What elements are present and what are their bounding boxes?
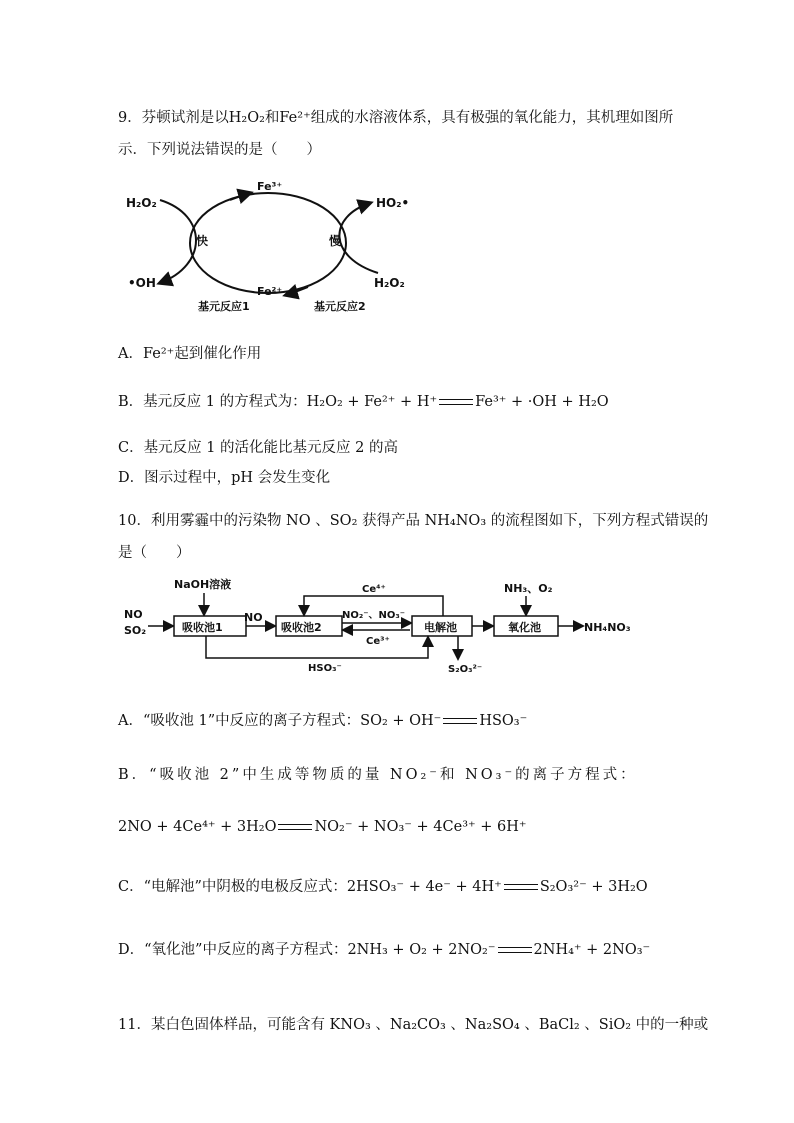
q10-optc-eq-left: 2HSO₃⁻ + 4e⁻ + 4H⁺ — [346, 879, 502, 895]
q10-option-d — [118, 940, 650, 960]
diagram-oh: •OH — [128, 276, 156, 290]
equals-bar — [439, 399, 473, 405]
flow-no2-no3: NO₂⁻、NO₃⁻ — [342, 610, 406, 621]
q10-option-b-line2 — [118, 817, 527, 837]
q10-optd-a: D．“氧化池”中反应的离子方程式： — [118, 942, 348, 958]
flow-product: NH₄NO₃ — [584, 621, 631, 634]
diagram-fast: 快 — [196, 234, 209, 248]
q9-option-a — [118, 344, 261, 364]
q10-stem-line1: 10．利用雾霾中的污染物 NO 、SO₂ 获得产品 NH₄NO₃ 的流程图如下，下列方程式错误的 — [118, 513, 709, 529]
q10-optc-a: C．“电解池”中阴极的电极反应式： — [118, 879, 347, 895]
diagram-slow: 慢 — [329, 234, 342, 248]
q10-opta-a: A．“吸收池 1”中反应的离子方程式： — [118, 713, 361, 729]
q10-optb-eq-left: 2NO + 4Ce⁴⁺ + 3H₂O — [118, 819, 277, 835]
q10-stem-line2: 是（ ） — [118, 545, 191, 561]
diagram-fe3: Fe³⁺ — [257, 180, 283, 193]
q10-option-a — [118, 711, 527, 731]
q9-stem-c: 组成的水溶液体系，具有极强的氧化能力，其机理如图所 — [310, 110, 674, 126]
flow-hso3: HSO₃⁻ — [308, 663, 342, 674]
q9-stem-line2: 示．下列说法错误的是（ ） — [118, 142, 321, 158]
flow-naoh: NaOH溶液 — [174, 578, 232, 591]
diagram-fe2: Fe²⁺ — [257, 285, 283, 298]
equals-bar — [504, 884, 538, 890]
cycle-ellipse — [190, 193, 346, 293]
flow-box4-label: 氧化池 — [508, 621, 541, 634]
q9-stem-h2o2: H₂O₂ — [228, 110, 265, 126]
flow-s2o3: S₂O₃²⁻ — [448, 664, 483, 675]
q9-option-b — [118, 392, 609, 412]
q9-stem-line1 — [118, 108, 673, 128]
flow-box2-label: 吸收池2 — [281, 621, 322, 634]
q10-opta-eq-left: SO₂ + OH⁻ — [360, 713, 442, 729]
flow-nh3-o2: NH₃、O₂ — [504, 582, 553, 595]
q9-optb-eq-left: H₂O₂ + Fe²⁺ + H⁺ — [306, 394, 438, 410]
q10-option-c — [118, 877, 648, 897]
q9-stem-a: 9．芬顿试剂是以 — [118, 110, 229, 126]
flow-ce3: Ce³⁺ — [366, 636, 390, 647]
cycle-arrow-top — [230, 193, 250, 200]
q10-optd-eq-right: 2NH₄⁺ + 2NO₃⁻ — [533, 942, 651, 958]
q10-option-b-line1: B．“吸收池 2”中生成等物质的量 NO₂⁻和 NO₃⁻的离子方程式： — [118, 767, 638, 783]
flow-input-so2: SO₂ — [124, 624, 147, 637]
diagram-label1: 基元反应1 — [198, 300, 250, 313]
q9-stem-fe: Fe²⁺ — [279, 110, 311, 126]
q11-stem: 11．某白色固体样品，可能含有 KNO₃ 、Na₂CO₃ 、Na₂SO₄ 、BaCl₂ 、SiO₂ 中的一种或 — [118, 1017, 709, 1033]
q10-opta-eq-right: HSO₃⁻ — [479, 713, 528, 729]
q10-optc-eq-right: S₂O₃²⁻ + 3H₂O — [539, 879, 648, 895]
q10-optd-eq-left: 2NH₃ + O₂ + 2NO₂⁻ — [347, 942, 496, 958]
q9-optb-a: B．基元反应 1 的方程式为： — [118, 394, 307, 410]
diagram-label2: 基元反应2 — [314, 300, 366, 313]
diagram-h2o2-left: H₂O₂ — [126, 196, 157, 210]
q9-option-c: C．基元反应 1 的活化能比基元反应 2 的高 — [118, 440, 398, 456]
q9-option-d: D．图示过程中，pH 会发生变化 — [118, 470, 331, 486]
diagram-ho2: HO₂• — [376, 196, 410, 210]
flow-input-no: NO — [124, 608, 143, 621]
equals-bar — [278, 824, 312, 830]
q10-flow-diagram — [118, 574, 688, 684]
q9-opta-a: A． — [118, 346, 143, 362]
diagram-h2o2-right: H₂O₂ — [374, 276, 405, 290]
q10-optb-eq-right: NO₂⁻ + NO₃⁻ + 4Ce³⁺ + 6H⁺ — [314, 819, 527, 835]
equals-bar — [498, 947, 532, 953]
q9-opta-b: 起到催化作用 — [174, 346, 262, 362]
flow-box3-label: 电解池 — [424, 621, 457, 634]
flow-no: NO — [244, 611, 263, 624]
flow-ce4: Ce⁴⁺ — [362, 584, 386, 595]
flow-box1-label: 吸收池1 — [182, 621, 223, 634]
q9-opta-fe: Fe²⁺ — [142, 346, 175, 362]
q9-stem-b: 和 — [264, 110, 280, 126]
q9-optb-eq-right: Fe³⁺ + ·OH + H₂O — [475, 394, 609, 410]
q9-mechanism-diagram — [118, 175, 418, 315]
equals-bar — [443, 718, 477, 724]
